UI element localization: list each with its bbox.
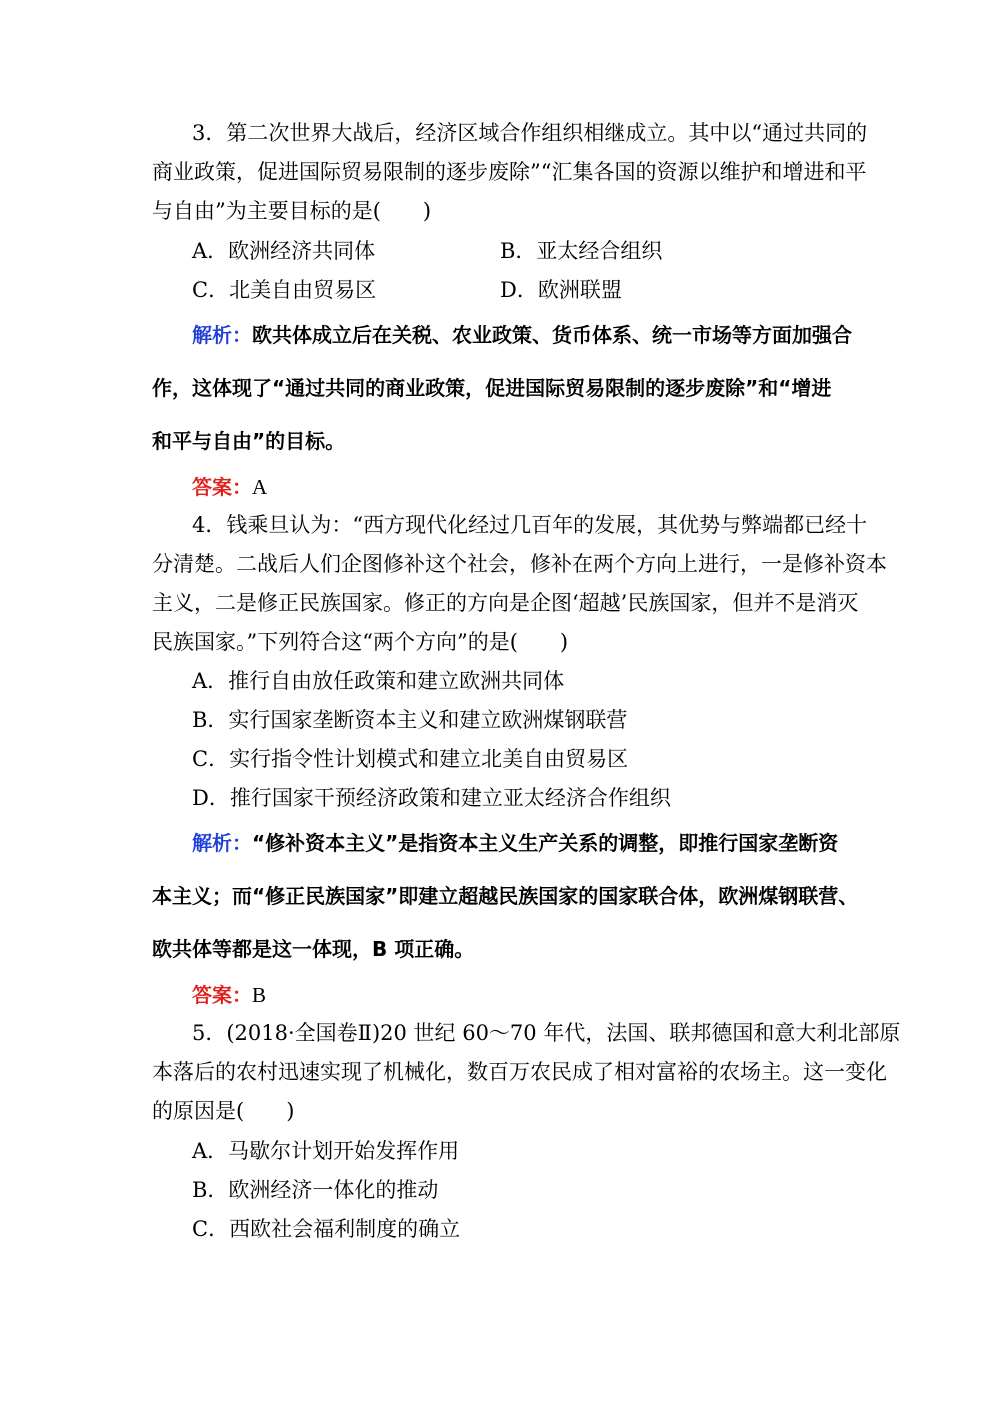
q3-option-c: C．北美自由贸易区 — [192, 278, 377, 302]
q4-stem-line-2: 分清楚。二战后人们企图修补这个社会，修补在两个方向上进行，一是修补资本 — [152, 552, 887, 576]
q4-analysis-text-1: “修补资本主义”是指资本主义生产关系的调整，即推行国家垄断资 — [252, 831, 839, 855]
q4-option-b: B．实行国家垄断资本主义和建立欧洲煤钢联营 — [192, 708, 628, 732]
q3-analysis-line-3: 和平与自由”的目标。 — [152, 429, 346, 453]
q4-analysis-line-2: 本主义；而“修正民族国家”即建立超越民族国家的国家联合体，欧洲煤钢联营、 — [152, 884, 859, 908]
q4-answer-line — [192, 981, 266, 1009]
q4-option-c: C．实行指令性计划模式和建立北美自由贸易区 — [192, 747, 629, 771]
q3-analysis-line-2: 作，这体现了“通过共同的商业政策，促进国际贸易限制的逐步废除”和“增进 — [152, 376, 832, 400]
q5-option-b: B．欧洲经济一体化的推动 — [192, 1178, 439, 1202]
q3-stem-line-2: 商业政策，促进国际贸易限制的逐步废除”“汇集各国的资源以维护和增进和平 — [152, 160, 867, 184]
q3-analysis-line-1 — [192, 321, 852, 349]
q4-analysis-line-1 — [192, 829, 838, 857]
q3-analysis-label: 解析： — [192, 323, 252, 347]
q4-stem-line-1: 4．钱乘旦认为：“西方现代化经过几百年的发展，其优势与弊端都已经十 — [192, 513, 868, 537]
q3-option-a: A．欧洲经济共同体 — [192, 239, 376, 263]
q3-option-b: B．亚太经合组织 — [500, 239, 663, 263]
q5-stem-line-1: 5．(2018·全国卷Ⅱ)20 世纪 60～70 年代，法国、联邦德国和意大利北部原 — [192, 1021, 901, 1045]
q3-option-d: D．欧洲联盟 — [500, 278, 622, 302]
q4-answer-label: 答案： — [192, 983, 252, 1007]
q4-stem-line-3: 主义，二是修正民族国家。修正的方向是企图‘超越’民族国家，但并不是消灭 — [152, 591, 859, 615]
q3-stem-line-1: 3．第二次世界大战后，经济区域合作组织相继成立。其中以“通过共同的 — [192, 121, 868, 145]
q3-analysis-text-1: 欧共体成立后在关税、农业政策、货币体系、统一市场等方面加强合 — [252, 323, 852, 347]
q5-option-a: A．马歇尔计划开始发挥作用 — [192, 1139, 460, 1163]
q4-answer-value: B — [252, 983, 267, 1007]
q4-option-d: D．推行国家干预经济政策和建立亚太经济合作组织 — [192, 786, 671, 810]
q5-stem-line-3: 的原因是( ) — [152, 1099, 295, 1123]
q5-stem-line-2: 本落后的农村迅速实现了机械化，数百万农民成了相对富裕的农场主。这一变化 — [152, 1060, 887, 1084]
q4-stem-line-4: 民族国家。”下列符合这“两个方向”的是( ) — [152, 630, 569, 654]
q3-answer-label: 答案： — [192, 475, 252, 499]
q4-option-a: A．推行自由放任政策和建立欧洲共同体 — [192, 669, 565, 693]
q4-analysis-line-3: 欧共体等都是这一体现，B 项正确。 — [152, 937, 475, 961]
q4-analysis-label: 解析： — [192, 831, 252, 855]
q3-answer-value: A — [252, 475, 268, 499]
q3-answer-line — [192, 473, 267, 501]
q5-option-c: C．西欧社会福利制度的确立 — [192, 1217, 461, 1241]
q3-stem-line-3: 与自由”为主要目标的是( ) — [152, 199, 432, 223]
